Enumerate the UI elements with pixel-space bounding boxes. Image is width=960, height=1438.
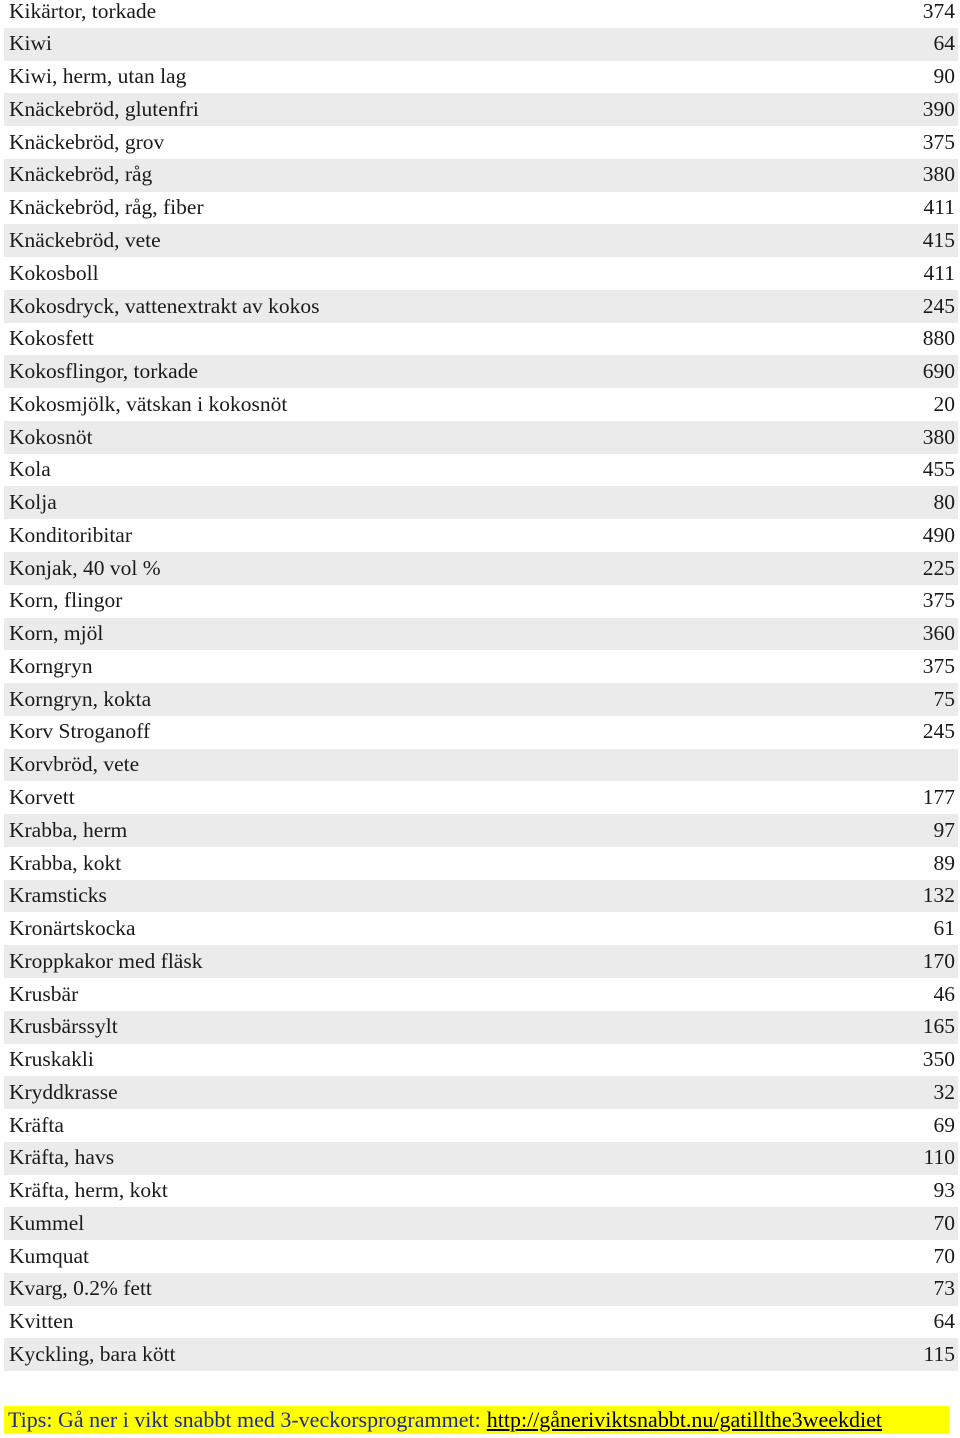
food-name: Krusbärssylt <box>9 1014 118 1039</box>
calorie-value: 64 <box>933 1309 955 1334</box>
calorie-value: 70 <box>933 1243 955 1268</box>
food-name: Kyckling, bara kött <box>9 1342 176 1367</box>
calorie-value: 165 <box>922 1014 955 1039</box>
calorie-value: 411 <box>923 260 955 285</box>
calorie-value: 880 <box>922 326 955 351</box>
table-row <box>4 1076 958 1109</box>
calorie-value: 455 <box>922 457 955 482</box>
calorie-value: 110 <box>923 1145 955 1170</box>
calorie-value: 73 <box>933 1276 955 1301</box>
table-row <box>4 814 958 847</box>
table-row <box>4 1109 958 1142</box>
table-row <box>4 486 958 519</box>
calorie-value: 690 <box>922 359 955 384</box>
table-row <box>4 126 958 159</box>
calorie-value: 75 <box>933 686 955 711</box>
calorie-value: 69 <box>933 1112 955 1137</box>
food-name: Kronärtskocka <box>9 916 136 941</box>
food-name: Kokosboll <box>9 260 99 285</box>
calorie-value: 375 <box>922 588 955 613</box>
calorie-value: 93 <box>933 1178 955 1203</box>
table-row <box>4 192 958 225</box>
food-name: Knäckebröd, vete <box>9 227 161 252</box>
table-row <box>4 93 958 126</box>
calorie-value: 411 <box>923 195 955 220</box>
calorie-value: 375 <box>922 653 955 678</box>
calorie-value: 70 <box>933 1210 955 1235</box>
food-name: Kvarg, 0.2% fett <box>9 1276 152 1301</box>
table-row <box>4 716 958 749</box>
calorie-value: 97 <box>933 817 955 842</box>
calorie-value: 360 <box>922 621 955 646</box>
food-name: Korv Stroganoff <box>9 719 151 744</box>
food-name: Krusbär <box>9 981 79 1006</box>
food-name: Kokosflingor, torkade <box>9 359 199 384</box>
food-name: Kiwi <box>9 31 52 56</box>
table-row <box>4 454 958 487</box>
food-name: Korn, mjöl <box>9 621 104 646</box>
food-name: Krabba, kokt <box>9 850 122 875</box>
calorie-value: 61 <box>933 916 955 941</box>
food-name: Konditoribitar <box>9 522 133 547</box>
food-name: Korn, flingor <box>9 588 123 613</box>
food-name: Kiwi, herm, utan lag <box>9 64 187 89</box>
table-row <box>4 1273 958 1306</box>
food-name: Kvitten <box>9 1309 74 1334</box>
food-name: Knäckebröd, glutenfri <box>9 96 199 121</box>
calorie-value: 115 <box>923 1342 955 1367</box>
table-row <box>4 1175 958 1208</box>
table-row <box>4 323 958 356</box>
table-row <box>4 781 958 814</box>
food-name: Kryddkrasse <box>9 1079 118 1104</box>
table-row <box>4 421 958 454</box>
calorie-value: 380 <box>922 424 955 449</box>
table-row <box>4 978 958 1011</box>
food-name: Kokosdryck, vattenextrakt av kokos <box>9 293 320 318</box>
calorie-value: 64 <box>933 31 955 56</box>
table-row <box>4 585 958 618</box>
food-name: Kolja <box>9 490 57 515</box>
table-row <box>4 257 958 290</box>
food-name: Kruskakli <box>9 1047 94 1072</box>
calorie-value: 132 <box>922 883 955 908</box>
food-name: Kräfta <box>9 1112 64 1137</box>
table-row <box>4 552 958 585</box>
table-row <box>4 1207 958 1240</box>
table-row <box>4 388 958 421</box>
tips-banner <box>4 1406 949 1434</box>
food-name: Kola <box>9 457 51 482</box>
calorie-value: 20 <box>933 391 955 416</box>
table-row <box>4 61 958 94</box>
food-name: Korvbröd, vete <box>9 752 140 777</box>
calorie-value: 170 <box>922 948 955 973</box>
food-name: Kumquat <box>9 1243 90 1268</box>
table-row <box>4 1142 958 1175</box>
food-name: Kikärtor, torkade <box>9 0 157 23</box>
calorie-value: 374 <box>922 0 955 23</box>
food-name: Knäckebröd, råg, fiber <box>9 195 204 220</box>
tips-text: Tips: Gå ner i vikt snabbt med 3-veckorsprogrammet: <box>8 1407 481 1432</box>
calorie-value: 245 <box>922 293 955 318</box>
food-name: Kräfta, havs <box>9 1145 115 1170</box>
food-name: Korvett <box>9 785 75 809</box>
table-row <box>4 355 958 388</box>
table-row <box>4 1044 958 1077</box>
food-calorie-table <box>4 0 958 1371</box>
table-row <box>4 945 958 978</box>
calorie-value: 46 <box>933 981 955 1006</box>
table-row <box>4 519 958 552</box>
table-row <box>4 847 958 880</box>
table-row <box>4 880 958 913</box>
table-row <box>4 618 958 651</box>
calorie-value: 80 <box>933 490 955 515</box>
food-name: Kokosnöt <box>9 424 93 449</box>
calorie-value: 350 <box>922 1047 955 1072</box>
calorie-value: 490 <box>922 522 955 547</box>
food-name: Kräfta, herm, kokt <box>9 1178 168 1203</box>
calorie-value: 375 <box>922 129 955 154</box>
table-row <box>4 0 958 28</box>
food-name: Krabba, herm <box>9 817 128 842</box>
calorie-value: 380 <box>922 162 955 187</box>
food-name: Korngryn <box>9 653 93 678</box>
calorie-value: 177 <box>922 785 955 809</box>
tips-link[interactable]: http://gåneriviktsnabbt.nu/gatillthe3weekdiet <box>486 1407 883 1432</box>
table-row <box>4 749 958 782</box>
table-row <box>4 1011 958 1044</box>
food-name: Kroppkakor med fläsk <box>9 948 203 973</box>
calorie-value: 245 <box>922 719 955 744</box>
calorie-value: 415 <box>922 227 955 252</box>
table-row <box>4 1338 958 1371</box>
table-row <box>4 1240 958 1273</box>
food-name: Konjak, 40 vol % <box>9 555 161 580</box>
food-name: Kummel <box>9 1210 85 1235</box>
table-row <box>4 159 958 192</box>
calorie-value: 89 <box>933 850 955 875</box>
calorie-value: 225 <box>922 555 955 580</box>
food-name: Kokosmjölk, vätskan i kokosnöt <box>9 391 288 416</box>
table-row <box>4 912 958 945</box>
table-row <box>4 683 958 716</box>
calorie-value: 32 <box>933 1079 955 1104</box>
table-row <box>4 650 958 683</box>
food-name: Kokosfett <box>9 326 94 351</box>
table-row <box>4 290 958 323</box>
table-row <box>4 28 958 61</box>
calorie-value: 390 <box>922 96 955 121</box>
food-name: Kramsticks <box>9 883 107 908</box>
food-name: Knäckebröd, grov <box>9 129 165 154</box>
table-row <box>4 224 958 257</box>
table-row <box>4 1306 958 1339</box>
food-name: Korngryn, kokta <box>9 686 152 711</box>
food-name: Knäckebröd, råg <box>9 162 153 187</box>
calorie-value: 90 <box>933 64 955 89</box>
